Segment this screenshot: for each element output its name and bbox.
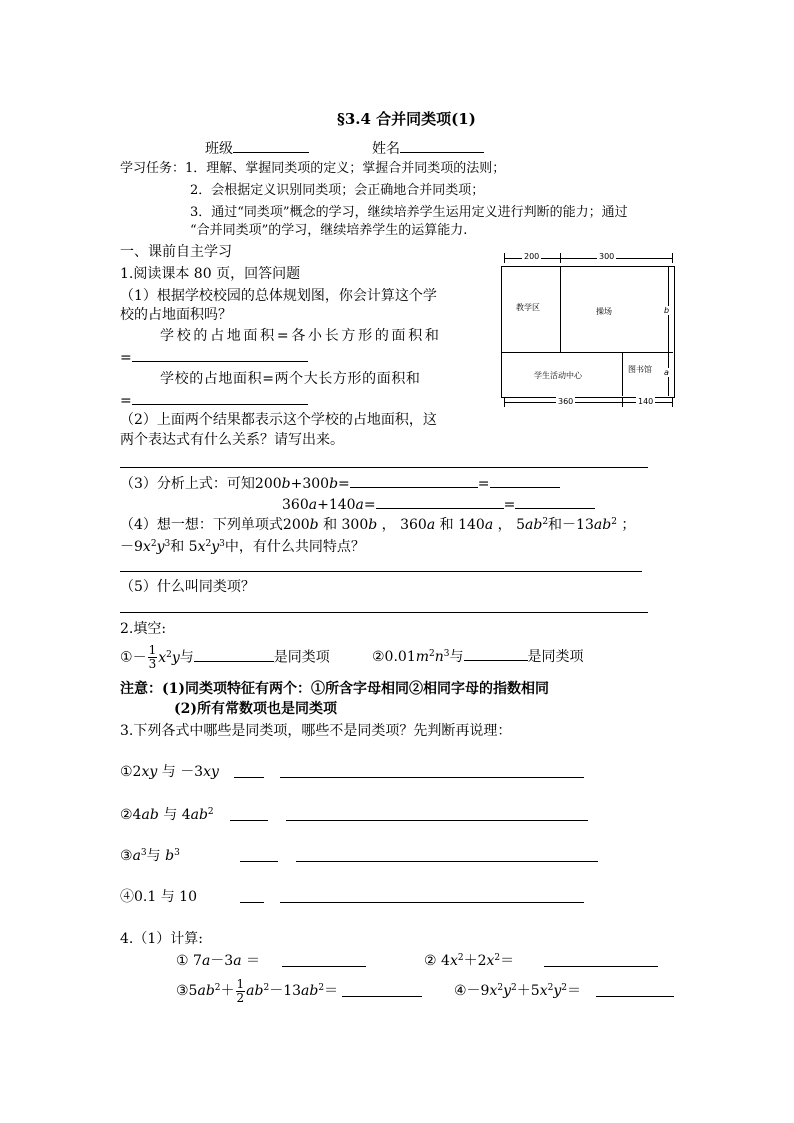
- q4-1-blank[interactable]: [282, 966, 366, 967]
- class-field: [205, 138, 309, 158]
- diagram-vline-2: [622, 352, 623, 396]
- q4-item-2: [424, 952, 514, 970]
- q2-2-end: 是同类项: [527, 649, 584, 665]
- diagram-dim-tick: [504, 397, 505, 407]
- diagram-dim-tick: [560, 253, 561, 263]
- q1-4-monomials-2: $-9x^2y^3$和 $5x^2y^3$: [120, 539, 225, 555]
- class-label: 班级: [205, 141, 233, 157]
- q1-4-line-1: [120, 516, 635, 534]
- q1-3-expr-1: 200b+300b=: [254, 476, 350, 492]
- area-library-label: 图书馆: [628, 365, 652, 374]
- name-label: 姓名: [372, 141, 400, 157]
- diagram-outer-box: [501, 266, 675, 398]
- note-line-1: 注意：(1)同类项特征有两个：①所含字母相同②相同字母的指数相同: [120, 681, 549, 697]
- q3-2-expr-b: $4ab^2$: [181, 807, 214, 823]
- q3-1-reason-blank[interactable]: [280, 777, 584, 778]
- q3-1-judge-blank[interactable]: [234, 777, 264, 778]
- diagram-hline: [501, 352, 673, 353]
- q1-3-line-1: [120, 473, 560, 493]
- q4-item-3: [176, 976, 338, 1006]
- diagram-dim-tick: [672, 397, 673, 407]
- q1-3-blank-1[interactable]: [350, 473, 478, 488]
- diagram-side-tick: [663, 352, 673, 353]
- q3-2-expr-a: ②4ab: [120, 807, 159, 823]
- diagram-dim-tick: [622, 397, 623, 407]
- note-line-2: (2)所有常数项也是同类项: [174, 701, 337, 717]
- q1-4-line-2: [120, 538, 365, 556]
- q2-item-2: [372, 644, 584, 670]
- page-title: §3.4 合并同类项(1): [337, 110, 476, 128]
- q3-3-reason-blank[interactable]: [296, 861, 598, 862]
- eq-sign: =: [120, 350, 132, 366]
- area-blank-2[interactable]: [132, 390, 308, 405]
- q1-4-label: （4）想一想：下列单项式: [120, 517, 283, 533]
- q1-text: 1.阅读课本 80 页，回答问题: [120, 266, 301, 282]
- q2-1-num: ①: [120, 649, 133, 666]
- q2-1-expr: － $\frac{1}{3}$ $x^2y$: [132, 643, 180, 671]
- q2-1-with: 与: [179, 649, 194, 666]
- q4-item-1: [176, 952, 260, 970]
- q3-1-expr-a: ①2xy: [120, 764, 158, 780]
- q3-item-2: [120, 806, 214, 824]
- q1-3-blank-4[interactable]: [515, 494, 595, 509]
- answer-line-2[interactable]: [120, 571, 642, 572]
- q2-2-num: ②0.01: [372, 649, 416, 665]
- area-center-label: 学生活动中心: [534, 371, 582, 380]
- q1-2-line-a: （2）上面两个结果都表示这个学校的占地面积，这: [120, 412, 437, 428]
- dim-300: 300: [599, 252, 615, 261]
- q3-1-with: 与: [161, 764, 176, 780]
- q4-label: 4.（1）计算:: [120, 931, 203, 947]
- q4-3-expr: $③5ab^2+$ $\frac{1}{2}$ $ab^2-13ab^2=$: [176, 976, 339, 1005]
- q3-1-expr-b: －3xy: [180, 764, 219, 780]
- q1-4-question: 中，有什么共同特点？: [224, 539, 365, 555]
- q2-1-end: 是同类项: [273, 649, 330, 666]
- answer-line-1[interactable]: [120, 467, 648, 468]
- q1-2-line-b: 两个表达式有什么关系？请写出来。: [120, 432, 344, 448]
- q1-3-line-2: [282, 494, 595, 514]
- q2-item-1: [120, 644, 330, 671]
- q3-2-reason-blank[interactable]: [286, 820, 588, 821]
- q4-1-expr: 7a－3a ＝: [193, 953, 261, 969]
- answer-line-3[interactable]: [120, 612, 648, 613]
- q3-3-with: 与: [146, 848, 161, 864]
- diagram-dim-tick: [672, 253, 673, 263]
- q3-3-expr-b: $b^3$: [165, 848, 180, 864]
- q4-2-blank[interactable]: [544, 966, 658, 967]
- section-heading: 一、课前自主学习: [120, 244, 232, 260]
- side-a-label: a: [664, 368, 669, 377]
- area-eq-1: [120, 347, 308, 367]
- q1-4-monomials-1: 200b 和 300b ， 360a 和 140a ， $5ab^2$和$-13ab^2$ ；: [282, 517, 636, 533]
- q4-3-blank[interactable]: [342, 996, 422, 997]
- area-text-2: 学校的占地面积=两个大长方形的面积和: [160, 371, 421, 387]
- task-3a: 3．通过“同类项”概念的学习，继续培养学生运用定义进行判断的能力；通过: [190, 205, 628, 220]
- q2-2-with: 与: [449, 649, 464, 665]
- dim-360: 360: [558, 397, 574, 406]
- area-blank-1[interactable]: [132, 347, 308, 362]
- q3-label: 3.下列各式中哪些是同类项，哪些不是同类项？先判断再说理：: [120, 723, 512, 739]
- q1-1-line-b: 校的占地面积吗？: [120, 307, 232, 323]
- q3-4-reason-blank[interactable]: [280, 902, 584, 903]
- diagram-vline-1: [560, 266, 561, 352]
- q3-item-1: [120, 763, 219, 781]
- q2-1-blank[interactable]: [194, 647, 274, 662]
- q1-3-label: （3）分析上式：可知: [120, 476, 255, 492]
- dim-200: 200: [524, 252, 540, 261]
- tasks-line-1: [120, 160, 505, 178]
- q2-2-blank[interactable]: [464, 646, 528, 661]
- q4-item-4: [454, 982, 581, 1000]
- q1-3-blank-3[interactable]: [376, 494, 504, 509]
- q1-1-line-a: （1）根据学校校园的总体规划图，你会计算这个学: [120, 288, 437, 304]
- q4-2-expr: $4x^2+2x^2=$: [441, 953, 515, 969]
- class-blank[interactable]: [233, 138, 309, 153]
- campus-plan-diagram: [498, 250, 683, 410]
- q4-2-num: ②: [424, 953, 437, 969]
- eq-sign: =: [120, 393, 132, 409]
- eq-sign: =: [503, 497, 516, 513]
- q3-3-expr-a: $③a^3$: [120, 848, 147, 864]
- q1-5-text: （5）什么叫同类项？: [120, 579, 255, 595]
- area-eq-2: [120, 390, 308, 410]
- side-b-label: b: [664, 306, 670, 315]
- q4-4-blank[interactable]: [596, 996, 674, 997]
- eq-sign: =: [477, 476, 490, 492]
- name-field: [372, 138, 484, 158]
- q3-item-3: [120, 847, 180, 865]
- q3-2-judge-blank[interactable]: [230, 820, 268, 821]
- q1-3-blank-2[interactable]: [490, 473, 560, 488]
- q3-3-judge-blank[interactable]: [240, 861, 278, 862]
- q2-2-expr: $m^2n^3$: [415, 649, 450, 665]
- q3-2-with: 与: [163, 807, 178, 823]
- task-3b: “合并同类项”的学习，继续培养学生的运算能力.: [190, 223, 468, 238]
- task-1: 1．理解、掌握同类项的定义；掌握合并同类项的法则；: [185, 161, 506, 176]
- tasks-label: 学习任务：: [120, 161, 186, 176]
- q3-item-4: ④0.1 与 10: [120, 889, 197, 905]
- q2-label: 2.填空:: [120, 621, 167, 637]
- name-blank[interactable]: [400, 138, 484, 153]
- area-teach-label: 教学区: [516, 303, 540, 312]
- area-text-1: 学校的占地面积=各小长方形的面积和: [160, 328, 442, 344]
- task-2: 2．会根据定义识别同类项；会正确地合并同类项；: [190, 183, 485, 198]
- q4-1-num: ①: [176, 953, 189, 969]
- dim-140: 140: [638, 397, 654, 406]
- q4-4-expr: $④-9x^2y^2+5x^2y^2=$: [454, 983, 581, 999]
- area-field-label: 操场: [596, 307, 612, 316]
- q3-4-judge-blank[interactable]: [240, 902, 264, 903]
- diagram-dim-tick: [504, 253, 505, 263]
- q1-3-expr-2: 360a+140a=: [282, 497, 376, 513]
